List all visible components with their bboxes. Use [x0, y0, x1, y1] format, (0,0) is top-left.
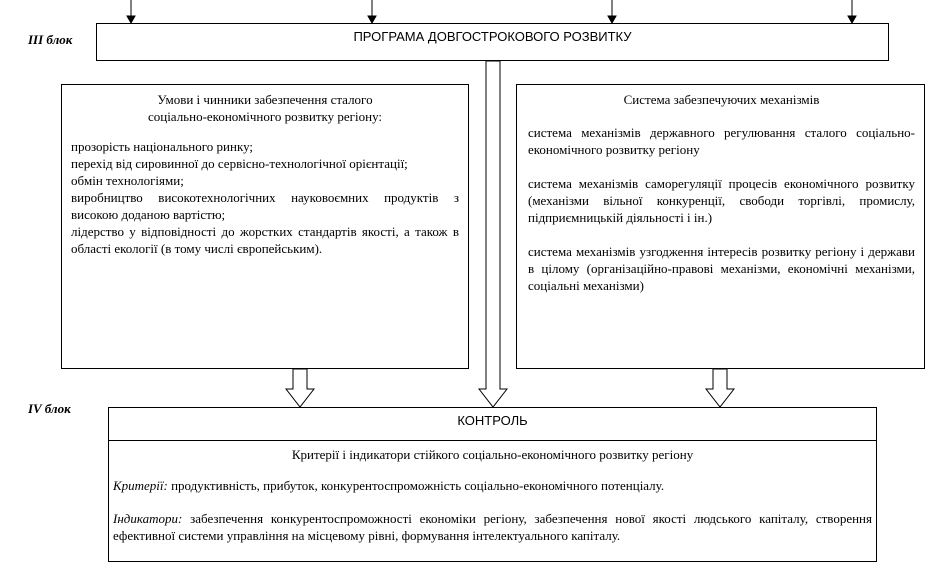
criteria-text: продуктивність, прибуток, конкурентоспроможність соціально-економічного потенціалу. — [167, 478, 665, 493]
mechanisms-item: система механізмів державного регулювання сталого соціально-економічного розвитку регіону — [528, 125, 915, 157]
indicators-text: забезпечення конкурентоспроможності економіки регіону, забезпечення нової якості людського капіталу, створення ефективної системи управління на місцевому рівні, формування інтелектуального капіталу. — [113, 511, 872, 543]
conditions-item: виробництво високотехнологічних науковоємних продуктів з високою доданою вартістю; — [71, 190, 459, 222]
conditions-item: прозорість національного ринку; — [71, 139, 254, 154]
indicators-label: Індикатори: — [113, 511, 183, 526]
incoming-arrowhead-1 — [127, 16, 135, 23]
criteria-label: Критерії: — [113, 478, 168, 493]
hollow-arrow-left — [286, 369, 314, 407]
conditions-item: обмін технологіями; — [71, 173, 184, 188]
mechanisms-item: система механізмів саморегуляції процесів економічного розвитку (механізми вільної конкуренції, свободи торгівлі, промислу, підприємницькій діяльності і ін.) — [528, 176, 915, 225]
indicators-paragraph — [113, 510, 872, 544]
mechanisms-title: Система забезпечуючих механізмів — [623, 92, 820, 107]
program-title: ПРОГРАМА ДОВГОСТРОКОВОГО РОЗВИТКУ — [353, 29, 632, 44]
incoming-arrowhead-4 — [848, 16, 856, 23]
conditions-item: лідерство у відповідності до жорстких стандартів якості, а також в області екології (в тому числі європейським). — [71, 224, 459, 256]
control-box — [108, 407, 877, 562]
conditions-item: перехід від сировинної до сервісно-технологічної орієнтації; — [71, 156, 408, 171]
hollow-arrow-right — [706, 369, 734, 407]
conditions-list — [71, 138, 459, 257]
conditions-title — [71, 91, 459, 125]
program-box — [96, 23, 889, 61]
criteria-title: Критерії і індикатори стійкого соціально-економічного розвитку регіону — [291, 447, 694, 462]
mechanisms-box — [516, 84, 925, 369]
incoming-arrowhead-3 — [608, 16, 616, 23]
block-3-label: III блок — [28, 32, 73, 47]
control-body — [109, 441, 876, 544]
conditions-title-line1: Умови і чинники забезпечення сталого — [157, 92, 373, 107]
conditions-box — [61, 84, 469, 369]
criteria-paragraph — [113, 477, 872, 494]
incoming-arrowhead-2 — [368, 16, 376, 23]
control-title: КОНТРОЛЬ — [109, 408, 876, 441]
conditions-title-line2: соціально-економічного розвитку регіону: — [147, 109, 383, 124]
block-4-label: IV блок — [28, 401, 71, 416]
mechanisms-item: система механізмів узгодження інтересів розвитку регіону і держави в цілому (організаційно-правові механізми, економічні механізми, соціальні механізми) — [528, 244, 915, 293]
hollow-arrow-center — [479, 61, 507, 407]
mechanisms-list — [528, 124, 915, 294]
